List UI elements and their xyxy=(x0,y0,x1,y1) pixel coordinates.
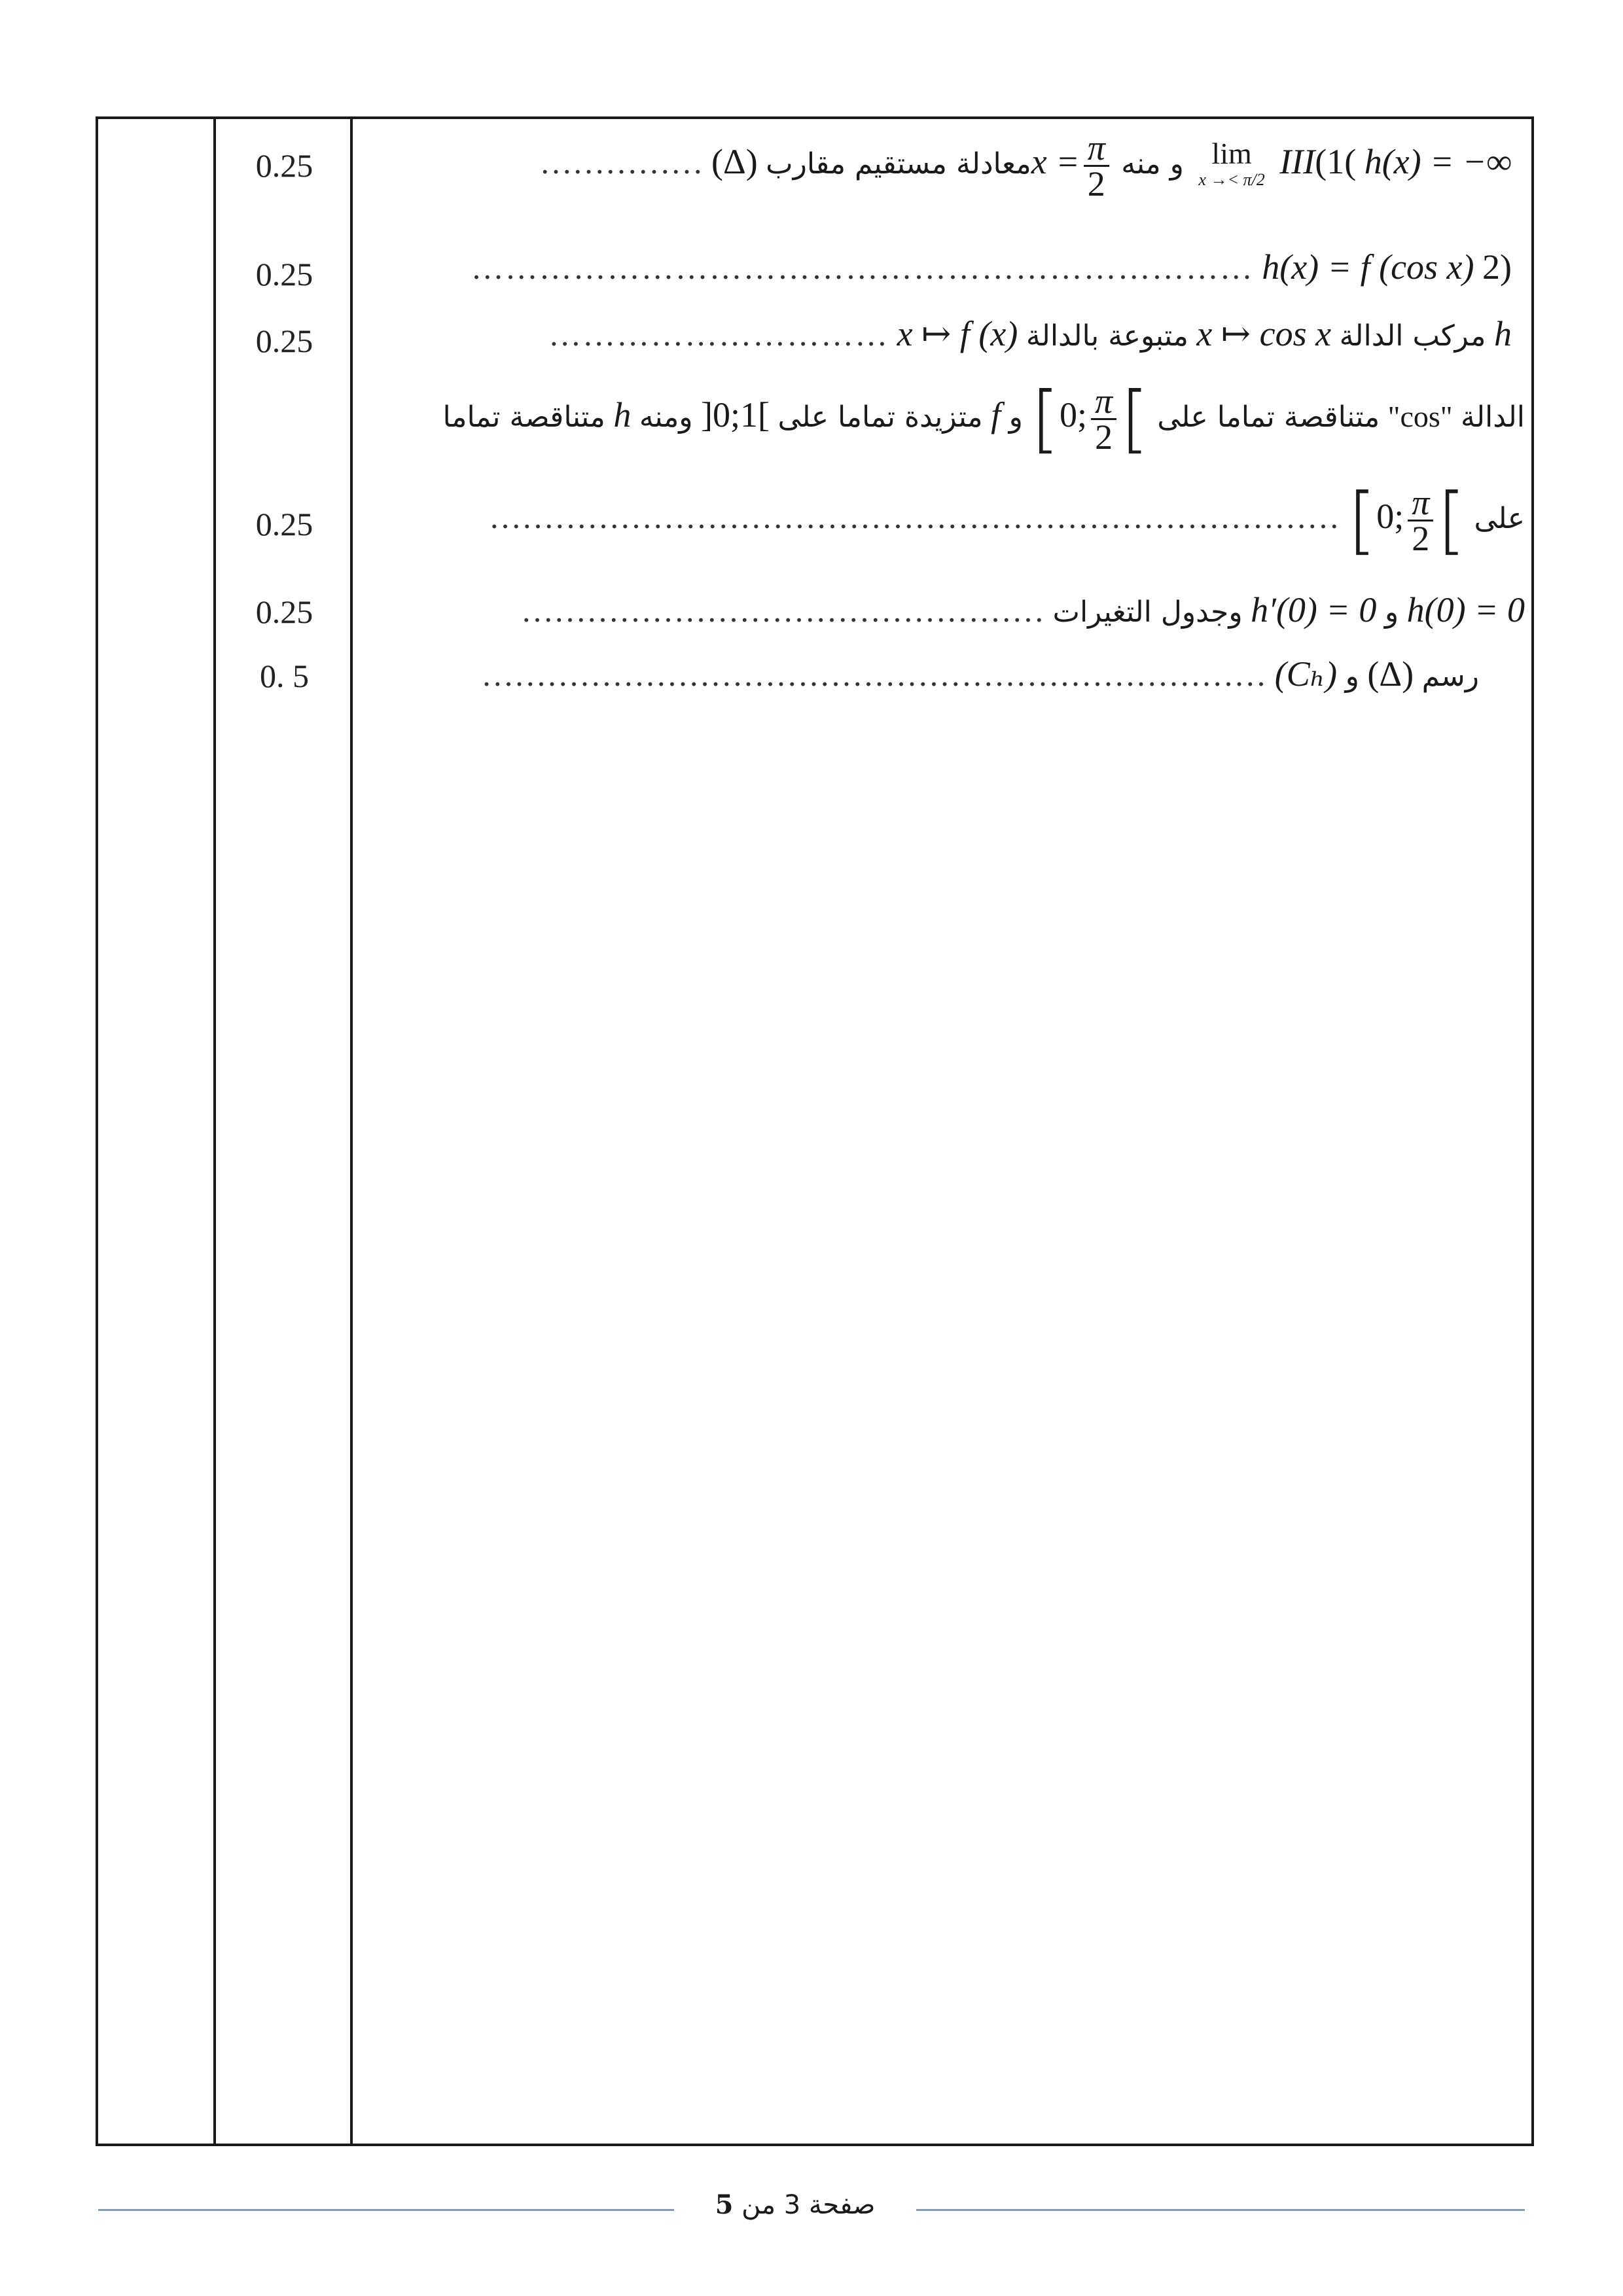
limit-expression: h(x) = −∞ xyxy=(1364,141,1512,181)
dotted-leader: ………………………………………… xyxy=(521,592,1045,629)
therefore-text: ومنه xyxy=(639,400,693,434)
pi-over-two xyxy=(1091,381,1116,457)
curve-ch: (Cₕ) xyxy=(1274,654,1338,694)
bracket-left: [ xyxy=(1347,478,1377,563)
bracket-left: [ xyxy=(1031,376,1060,462)
cos-map: x ↦ cos x xyxy=(1196,314,1332,353)
pi-over-two xyxy=(1408,483,1433,558)
cos-quoted: "cos" xyxy=(1387,399,1453,433)
fraction-numerator: π xyxy=(1408,486,1433,521)
answer-line-composition xyxy=(548,314,1512,356)
page-number: 3 xyxy=(783,2190,801,2220)
h-zero: h(0) = 0 xyxy=(1406,590,1525,629)
composed-text: مركب الدالة xyxy=(1339,319,1486,353)
limit-operator xyxy=(1198,136,1265,193)
fraction-numerator: π xyxy=(1091,384,1116,420)
fraction-numerator: π xyxy=(1084,131,1109,167)
composition-expression: h(x) = f (cos x) xyxy=(1262,247,1474,287)
score-cell: 0. 5 xyxy=(260,658,309,694)
x-equals: x = xyxy=(1031,141,1080,181)
followed-by-text: متبوعة بالدالة xyxy=(1026,319,1188,353)
dotted-leader: ………………………… xyxy=(548,316,889,353)
answer-line-monotonicity xyxy=(442,376,1525,462)
total-pages: 5 xyxy=(715,2189,734,2220)
answer-line-q3-2 xyxy=(471,247,1512,287)
increasing-on-text: متزيدة تماما على xyxy=(777,400,983,434)
dotted-leader: ……………………………………………………………… xyxy=(481,656,1267,693)
interval-start: 0; xyxy=(1376,496,1404,536)
f-map: x ↦ f (x) xyxy=(897,314,1018,353)
score-cell: 0.25 xyxy=(255,147,313,184)
bracket-right: [ xyxy=(1120,376,1149,462)
score-cell: 0.25 xyxy=(255,593,313,630)
delta-symbol: (Δ) xyxy=(711,141,758,181)
and-word: و xyxy=(1384,595,1399,629)
answer-line-q3-1 xyxy=(539,128,1512,203)
variation-table-text: وجدول التغيرات xyxy=(1052,595,1243,629)
bracket-right: [ xyxy=(1437,478,1466,563)
answer-line-values xyxy=(521,590,1525,632)
interval-0-1: ]0;1[ xyxy=(701,395,770,434)
and-word: و xyxy=(1008,400,1023,434)
pi-over-two xyxy=(1084,128,1109,203)
roman-numeral: III xyxy=(1279,141,1315,181)
interval-0-pi-over-2 xyxy=(1031,376,1149,462)
page-word: صفحة xyxy=(808,2190,876,2220)
fraction-denominator: 2 xyxy=(1087,164,1105,203)
column-divider xyxy=(350,119,353,2144)
decreasing-text: متناقصة تماما xyxy=(442,400,605,434)
fraction-denominator: 2 xyxy=(1412,519,1430,558)
asymptote-text: معادلة مستقيم مقارب xyxy=(766,147,1031,181)
and-word: و xyxy=(1345,660,1359,693)
question-number: (2 xyxy=(1482,247,1512,287)
and-therefore-text: و منه xyxy=(1121,147,1184,181)
dotted-leader: …………………………………………………………………… xyxy=(489,498,1340,535)
interval-start: 0; xyxy=(1060,395,1088,434)
on-text: على xyxy=(1474,501,1525,535)
interval-0-pi-over-2 xyxy=(1347,478,1466,563)
draw-text: رسم xyxy=(1421,660,1479,693)
score-cell: 0.25 xyxy=(255,323,313,359)
h-symbol: h xyxy=(1494,314,1512,353)
of-word: من xyxy=(741,2190,776,2220)
score-cell: 0.25 xyxy=(255,506,313,542)
column-divider xyxy=(213,119,216,2144)
lim-subscript: x →< π/2 xyxy=(1198,169,1265,189)
delta-symbol: (Δ) xyxy=(1367,654,1414,694)
answer-line-drawing xyxy=(481,654,1479,696)
question-number: (1( xyxy=(1315,141,1357,181)
score-cell: 0.25 xyxy=(255,256,313,292)
decreasing-on-text: متناقصة تماما على xyxy=(1157,400,1380,434)
dotted-leader: …………… xyxy=(539,143,704,181)
grading-table xyxy=(96,116,1534,2146)
fraction-denominator: 2 xyxy=(1095,417,1113,457)
footer-rule xyxy=(98,2209,674,2211)
h-symbol: h xyxy=(613,395,632,434)
f-symbol: f xyxy=(991,395,1001,434)
page-footer xyxy=(681,2189,910,2220)
answer-line-interval xyxy=(489,478,1525,563)
function-text: الدالة xyxy=(1461,400,1525,434)
h-prime-zero: h′(0) = 0 xyxy=(1251,590,1377,629)
footer-rule xyxy=(916,2209,1525,2211)
lim-word: lim xyxy=(1211,136,1252,170)
dotted-leader: …………………………………………………………… xyxy=(471,249,1254,286)
